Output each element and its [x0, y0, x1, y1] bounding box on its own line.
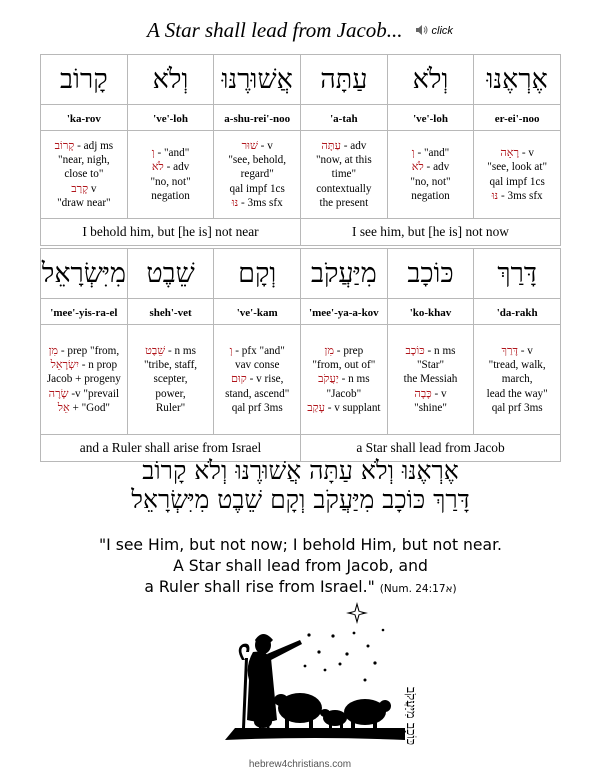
- grammar-line: [43, 139, 125, 153]
- grammar-desc: + "God": [69, 401, 110, 414]
- grammar-note: [301, 131, 388, 219]
- grammar-line: [216, 153, 298, 167]
- small-stars-icon: [304, 629, 385, 682]
- grammar-desc: - 3ms sfx: [238, 196, 283, 209]
- grammar-term: נּוּ: [231, 196, 239, 209]
- grammar-desc: - v: [431, 387, 447, 400]
- grammar-line: [216, 139, 298, 153]
- grammar-term: qal impf 1cs: [489, 175, 545, 188]
- shepherd-silhouette-icon: [225, 634, 405, 740]
- grammar-line: [476, 189, 558, 203]
- grammar-line: [216, 358, 298, 372]
- grammar-line: [303, 344, 385, 358]
- grammar-line: [390, 146, 472, 160]
- grammar-term: שָׂרָה: [48, 387, 69, 400]
- hebrew-verse-line: דָּרַךְ כּוֹכָב מִיַּעֲקֹב וְקָם שֵׁבֶט מִיִּשְׂרָאֵל: [131, 485, 470, 514]
- grammar-line: [43, 153, 125, 167]
- grammar-term: קָרַב: [71, 182, 89, 195]
- grammar-desc: - prep: [334, 344, 364, 357]
- grammar-line: [130, 189, 212, 203]
- grammar-line: [130, 160, 212, 174]
- grammar-line: [476, 146, 558, 160]
- grammar-note: [214, 325, 301, 435]
- hebrew-word-row: [41, 249, 561, 299]
- grammar-line: [390, 344, 472, 358]
- grammar-term: Ruler": [155, 401, 186, 414]
- grammar-term: the Messiah: [403, 373, 458, 386]
- grammar-desc: - v: [257, 139, 273, 152]
- grammar-line: [43, 182, 125, 196]
- hebrew-word: אֶרְאֶנּוּ: [474, 55, 561, 105]
- grammar-desc: - 3ms sfx: [498, 189, 543, 202]
- grammar-line: [43, 167, 125, 181]
- grammar-line: [476, 387, 558, 401]
- hebrew-word: אֲשׁוּרֶנּוּ: [214, 55, 301, 105]
- grammar-line: [130, 387, 212, 401]
- english-translation: and a Ruler shall arise from Israel: [41, 435, 301, 462]
- grammar-note: [301, 325, 388, 435]
- transliteration: ka-rov': [41, 105, 128, 131]
- hebrew-word: קָרוֹב: [41, 55, 128, 105]
- title-row: [0, 18, 600, 48]
- english-quote-line: A Star shall lead from Jacob, and: [173, 557, 428, 575]
- grammar-line: [43, 196, 125, 210]
- grammar-term: "no, not": [150, 175, 191, 188]
- grammar-desc: - adj ms: [74, 139, 114, 152]
- shepherd-star-illustration: [205, 600, 420, 750]
- grammar-line: [43, 358, 125, 372]
- grammar-desc: - adv: [423, 161, 450, 174]
- grammar-term: לֹא: [411, 161, 424, 174]
- grammar-line: [390, 189, 472, 203]
- grammar-term: "Jacob": [326, 387, 362, 400]
- grammar-term: negation: [411, 189, 450, 202]
- english-quote-line: "I see Him, but not now; I behold Him, but not near.: [98, 536, 503, 554]
- grammar-term: "draw near": [57, 196, 111, 209]
- grammar-line: [43, 387, 125, 401]
- grammar-line: [130, 344, 212, 358]
- hebrew-word: שֵׁבֶט: [127, 249, 214, 299]
- gloss-table-line-2: [40, 248, 561, 462]
- grammar-line: [303, 401, 385, 415]
- grammar-desc: - prep "from,: [58, 344, 120, 357]
- grammar-term: march,: [501, 373, 533, 386]
- english-translation: I see him, but [he is] not now: [301, 219, 561, 246]
- grammar-term: close to": [64, 168, 104, 181]
- grammar-desc: - v: [519, 147, 534, 160]
- grammar-term: "Star": [416, 359, 445, 372]
- grammar-note: [387, 131, 474, 219]
- transliteration: er-ei'-noo: [474, 105, 561, 131]
- grammar-term: נּוּ: [491, 189, 499, 202]
- grammar-term: "from, out of": [312, 359, 376, 372]
- grammar-desc: - n prop: [78, 359, 118, 372]
- grammar-desc: v: [88, 182, 97, 195]
- grammar-term: אֵל: [57, 401, 70, 414]
- grammar-line: [216, 182, 298, 196]
- grammar-line: [130, 401, 212, 415]
- grammar-note: [214, 131, 301, 219]
- grammar-term: וְ: [229, 344, 233, 357]
- grammar-term: כָּבָה: [414, 387, 432, 400]
- grammar-term: "shine": [414, 401, 447, 414]
- transliteration-row: [41, 299, 561, 325]
- grammar-term: vav conse: [234, 359, 280, 372]
- grammar-term: the present: [319, 196, 369, 209]
- grammar-term: לֹא: [151, 161, 164, 174]
- grammar-line: [130, 358, 212, 372]
- grammar-line: [390, 175, 472, 189]
- star-of-jacob-icon: [346, 602, 368, 624]
- grammar-term: כּוֹכָב: [405, 344, 425, 357]
- grammar-line: [303, 167, 385, 181]
- grammar-desc: - v rise,: [246, 373, 284, 386]
- transliteration: ve'-loh': [127, 105, 214, 131]
- grammar-line: [476, 344, 558, 358]
- grammar-term: קָרוֹב: [54, 139, 75, 152]
- grammar-line: [303, 139, 385, 153]
- grammar-term: qal impf 1cs: [229, 182, 285, 195]
- grammar-desc: -v "prevail: [68, 387, 120, 400]
- grammar-term: time": [331, 168, 357, 181]
- grammar-line: [216, 196, 298, 210]
- grammar-term: שֵׁבֶט: [145, 344, 166, 357]
- grammar-line: [476, 372, 558, 386]
- grammar-line: [476, 358, 558, 372]
- grammar-term: וְ: [411, 147, 415, 160]
- grammar-line: [303, 387, 385, 401]
- verse-reference: (Num. 24:17א): [379, 583, 457, 595]
- grammar-line: [303, 358, 385, 372]
- grammar-desc: - pfx "and": [232, 344, 285, 357]
- grammar-line: [390, 160, 472, 174]
- grammar-line: [43, 401, 125, 415]
- transliteration: ko-khav': [387, 299, 474, 325]
- grammar-line: [130, 146, 212, 160]
- grammar-line: [216, 401, 298, 415]
- grammar-term: יַעֲקֹב: [318, 373, 339, 386]
- grammar-desc: - "and": [414, 147, 450, 160]
- grammar-term: מִן: [48, 344, 59, 357]
- grammar-term: עַתָּה: [321, 139, 341, 152]
- grammar-note: [41, 325, 128, 435]
- grammar-line: [476, 175, 558, 189]
- english-translation: a Star shall lead from Jacob: [301, 435, 561, 462]
- transliteration: a-shu-rei'-noo: [214, 105, 301, 131]
- grammar-term: power,: [155, 387, 186, 400]
- grammar-desc: - n ms: [338, 373, 370, 386]
- grammar-note: [474, 131, 561, 219]
- transliteration: ve'-loh': [387, 105, 474, 131]
- grammar-note: [127, 131, 214, 219]
- grammar-line: [130, 175, 212, 189]
- grammar-line: [216, 372, 298, 386]
- grammar-term: scepter,: [153, 373, 188, 386]
- grammar-term: stand, ascend": [225, 387, 290, 400]
- grammar-term: contextually: [316, 182, 372, 195]
- grammar-term: "tribe, staff,: [143, 359, 198, 372]
- english-translation: I behold him, but [he is] not near: [41, 219, 301, 246]
- grammar-term: "now, at this: [315, 154, 372, 167]
- gloss-table-line-1: [40, 54, 561, 246]
- hebrew-word: וְלֹא: [127, 55, 214, 105]
- grammar-term: qal prf 3ms: [491, 401, 543, 414]
- hebrew-verse-line: אֶרְאֶנּוּ וְלֹא עַתָּה אֲשׁוּרֶנּוּ וְלֹא קָרוֹב: [142, 456, 459, 485]
- transliteration: mee'-ya-a-kov': [301, 299, 388, 325]
- transliteration: ve'-kam': [214, 299, 301, 325]
- grammar-term: negation: [151, 189, 190, 202]
- page-title: A Star shall lead from Jacob...: [147, 18, 403, 42]
- hebrew-word-row: [41, 55, 561, 105]
- audio-label: click: [431, 25, 453, 37]
- site-footer: hebrew4christians.com: [248, 759, 352, 770]
- grammar-line: [390, 358, 472, 372]
- transliteration-row: [41, 105, 561, 131]
- grammar-term: עָקַב: [307, 401, 325, 414]
- hebrew-word: מִיִּשְׂרָאֵל: [41, 249, 128, 299]
- grammar-row: [41, 325, 561, 435]
- grammar-desc: - v supplant: [324, 401, 381, 414]
- grammar-line: [43, 372, 125, 386]
- grammar-term: שׁוּר: [241, 139, 258, 152]
- grammar-line: [303, 153, 385, 167]
- grammar-term: "tread, walk,: [488, 359, 546, 372]
- grammar-desc: - "and": [154, 147, 190, 160]
- audio-play-button[interactable]: [415, 24, 453, 37]
- vertical-hebrew-caption: כּוֹכָב מִיַּעֲקֹב: [403, 686, 418, 745]
- grammar-line: [216, 167, 298, 181]
- transliteration: mee'-yis-ra-el': [41, 299, 128, 325]
- grammar-note: [127, 325, 214, 435]
- grammar-line: [130, 372, 212, 386]
- grammar-term: "near, nigh,: [58, 154, 110, 167]
- grammar-note: [474, 325, 561, 435]
- grammar-desc: - n ms: [424, 344, 456, 357]
- grammar-line: [216, 387, 298, 401]
- hebrew-word: וְלֹא: [387, 55, 474, 105]
- grammar-line: [476, 160, 558, 174]
- quote-text: a Ruler shall rise from Israel.": [144, 578, 375, 596]
- grammar-term: יִשְׂרָאֵל: [50, 359, 79, 372]
- grammar-row: [41, 131, 561, 219]
- grammar-term: מִן: [324, 344, 334, 357]
- hebrew-word: עַתָּה: [301, 55, 388, 105]
- grammar-note: [41, 131, 128, 219]
- grammar-term: דָּרַךְ: [501, 344, 518, 357]
- transliteration: sheh'-vet: [127, 299, 214, 325]
- grammar-line: [476, 401, 558, 415]
- transliteration: a-tah': [301, 105, 388, 131]
- grammar-term: Jacob + progeny: [46, 373, 121, 386]
- hebrew-word: מִיַּעֲקֹב: [301, 249, 388, 299]
- grammar-term: lead the way": [486, 387, 548, 400]
- hebrew-word: דָּרַךְ: [474, 249, 561, 299]
- grammar-term: קוּם: [230, 373, 247, 386]
- grammar-line: [390, 387, 472, 401]
- grammar-line: [390, 372, 472, 386]
- grammar-line: [43, 344, 125, 358]
- grammar-term: "no, not": [410, 175, 451, 188]
- grammar-line: [303, 372, 385, 386]
- grammar-line: [390, 401, 472, 415]
- hebrew-word: כּוֹכָב: [387, 249, 474, 299]
- grammar-line: [303, 196, 385, 210]
- grammar-term: רָאָה: [500, 147, 520, 160]
- grammar-desc: - n ms: [165, 344, 196, 357]
- grammar-desc: - adv: [340, 139, 367, 152]
- speaker-icon: [415, 24, 429, 36]
- transliteration: da-rakh': [474, 299, 561, 325]
- grammar-note: [387, 325, 474, 435]
- grammar-term: qal prf 3ms: [231, 401, 283, 414]
- grammar-term: "see, look at": [487, 161, 548, 174]
- grammar-term: "see, behold,: [228, 154, 287, 167]
- grammar-term: regard": [240, 168, 274, 181]
- grammar-term: וְ: [151, 147, 155, 160]
- hebrew-word: וְקָם: [214, 249, 301, 299]
- grammar-desc: - adv: [163, 161, 190, 174]
- english-quote-line: [40, 577, 561, 600]
- grammar-line: [216, 344, 298, 358]
- grammar-desc: - v: [517, 344, 533, 357]
- grammar-line: [303, 182, 385, 196]
- english-row: [41, 219, 561, 246]
